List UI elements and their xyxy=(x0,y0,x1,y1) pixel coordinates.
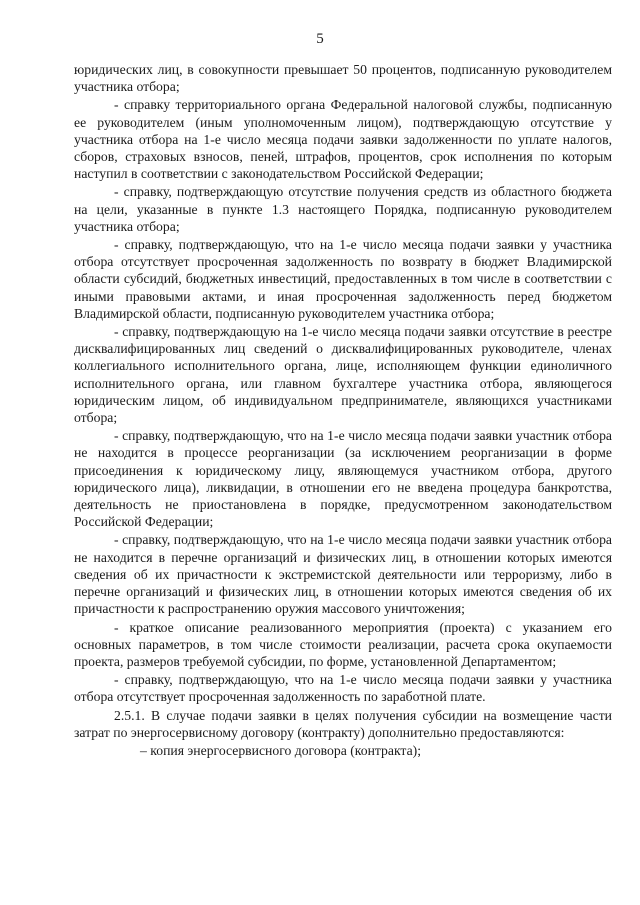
paragraph-extremism-list-certificate: - справку, подтверждающую, что на 1-е число месяца подачи заявки участник отбора не находится в перечне организаций и физических лиц, в отношении которых имеются сведения об их причастности к экстремистской деятельности или терроризму, либо в перечне организаций и физических лиц, в отношении которых имеются сведения об их причастности к распространению оружия массового уничтожения; xyxy=(74,532,612,617)
paragraph-tax-certificate: - справку территориального органа Федеральной налоговой службы, подписанную ее руководителем (иным уполномоченным лицом), подтверждающую отсутствие у участника отбора на 1-е число месяца подачи заявки задолженности по уплате налогов, сборов, страховых взносов, пеней, штрафов, процентов, срок исполнения по которым наступил в соответствии с законодательством Российской Федерации; xyxy=(74,97,612,182)
paragraph-budget-funds-certificate: - справку, подтверждающую отсутствие получения средств из областного бюджета на цели, указанные в пункте 1.3 настоящего Порядка, подписанную руководителем участника отбора; xyxy=(74,184,612,234)
page-number: 5 xyxy=(316,31,324,47)
paragraph-disqualified-persons-certificate: - справку, подтверждающую на 1-е число месяца подачи заявки отсутствие в реестре дисквалифицированных лиц сведений о дисквалифицированных руководителе, членах коллегиального исполнительного органа, лице, исполняющем функции единоличного исполнительного органа, или главном бухгалтере участника отбора, являющегося юридическим лицом, об индивидуальном предпринимателе, являющихся участниками отбора; xyxy=(74,324,612,426)
paragraph-project-description: - краткое описание реализованного мероприятия (проекта) с указанием его основных параметров, в том числе стоимости реализации, расчета срока окупаемости проекта, размеров требуемой субсидии, по форме, установленной Департаментом; xyxy=(74,619,612,669)
paragraph-reorganization-certificate: - справку, подтверждающую, что на 1-е число месяца подачи заявки участник отбора не находится в процессе реорганизации (за исключением реорганизации в форме присоединения к юридическому лицу, являющемуся участником отбора, другого юридического лица), ликвидации, в отношении его не введена процедура банкротства, деятельность не приостановлена в порядке, предусмотренном законодательством Российской Федерации; xyxy=(74,428,612,530)
paragraph-continuation: юридических лиц, в совокупности превышает 50 процентов, подписанную руководителем участника отбора; xyxy=(74,62,612,95)
paragraph-wage-debt-certificate: - справку, подтверждающую, что на 1-е число месяца подачи заявки у участника отбора отсутствует просроченная задолженность по заработной плате. xyxy=(74,672,612,705)
document-body xyxy=(74,61,612,760)
paragraph-contract-copy: – копия энергосервисного договора (контракта); xyxy=(140,742,422,758)
paragraph-clause-2-5-1: 2.5.1. В случае подачи заявки в целях получения субсидии на возмещение части затрат по энергосервисному договору (контракту) дополнительно предоставляются: xyxy=(74,707,612,740)
paragraph-overdue-debt-certificate: - справку, подтверждающую, что на 1-е число месяца подачи заявки у участника отбора отсутствует просроченная задолженность по возврату в бюджет Владимирской области субсидий, бюджетных инвестиций, предоставленных в том числе в соответствии с иными правовыми актами, и иная просроченная задолженность перед бюджетом Владимирской области, подписанную руководителем участника отбора; xyxy=(74,237,612,321)
